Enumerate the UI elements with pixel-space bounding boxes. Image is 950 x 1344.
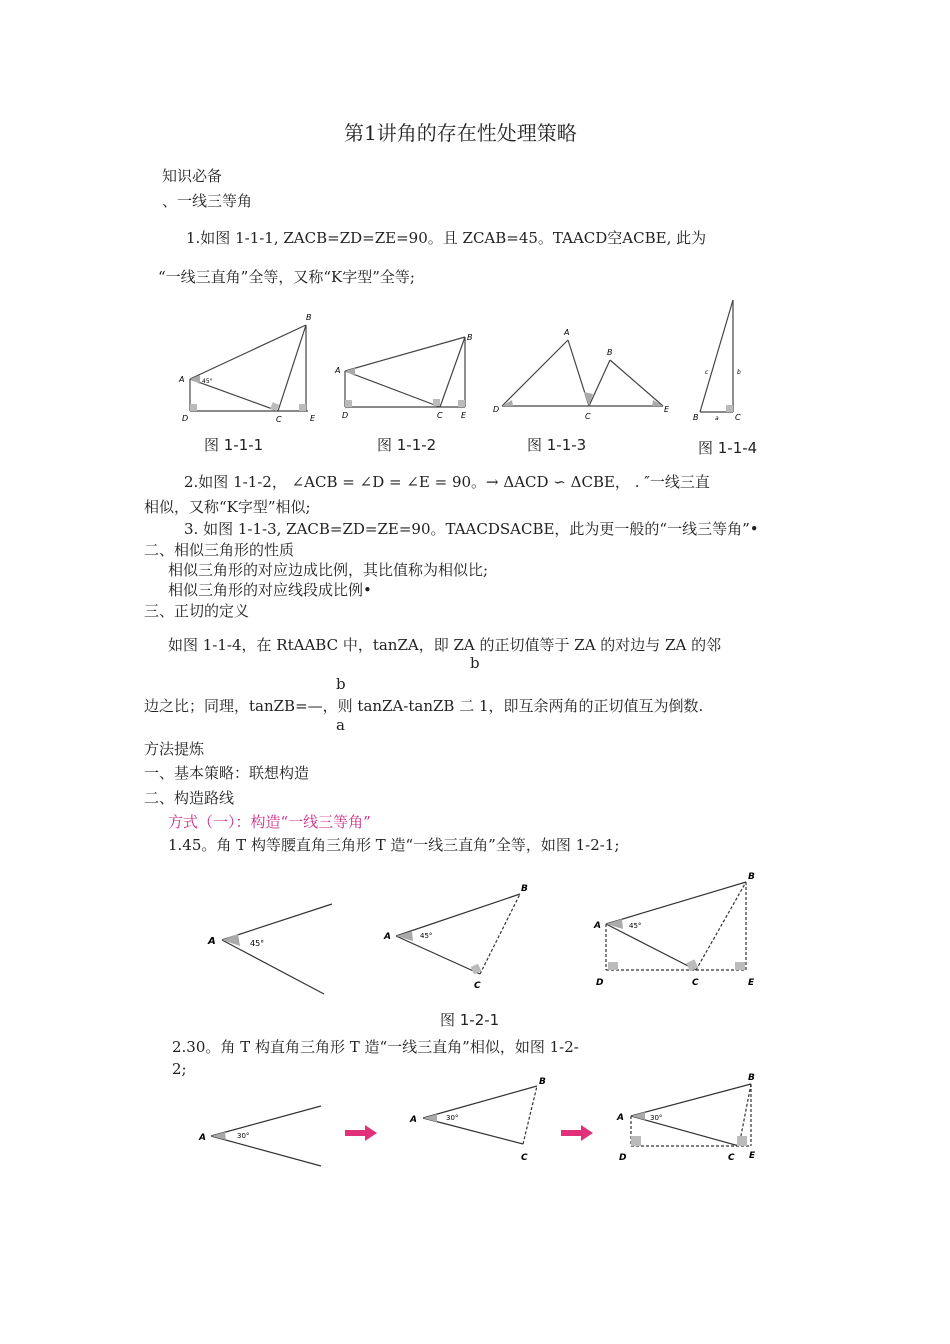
label-b: b [737, 369, 741, 376]
label-45: 45° [202, 378, 213, 385]
label-C: C [474, 981, 481, 991]
label-30: 30° [237, 1132, 250, 1140]
label-C: C [692, 978, 699, 988]
label-A: A [594, 921, 601, 931]
item-2-line-1: 2.如图 1-1-2， ∠ACB = ∠D = ∠E = 90。→ ΔACD ∽ ΔCBE， . ″一线三直 [184, 473, 710, 491]
label-C: C [521, 1153, 528, 1163]
label-E: E [748, 978, 755, 988]
section-heading-knowledge: 知识必备 [162, 167, 223, 185]
caption-fig-1-1-3: 图 1-1-3 [527, 436, 587, 454]
mode-one-item-2-line-2: 2; [172, 1060, 187, 1078]
page-title: 第1讲角的存在性处理策略 [344, 121, 577, 145]
subheading-similar-triangles: 二、相似三角形的性质 [144, 541, 295, 559]
mode-one-item-2-line-1: 2.30。角 T 构直角三角形 T 造“一线三直角”相似，如图 1-2- [172, 1038, 579, 1056]
figure-1-1-4 [684, 296, 754, 426]
caption-fig-1-1-1: 图 1-1-1 [204, 436, 264, 454]
label-B: B [539, 1077, 546, 1087]
tangent-b-numerator-1: b [470, 654, 480, 672]
label-45: 45° [629, 922, 642, 930]
label-45: 45° [250, 939, 265, 948]
mode-one-heading: 方式（一）：构造“一线三等角” [168, 813, 371, 831]
tangent-a-denominator: a [336, 716, 345, 734]
label-C: C [735, 413, 741, 422]
figure-1-2-2 [195, 1070, 770, 1170]
label-A: A [199, 1133, 206, 1143]
strategy-line: 一、基本策略：联想构造 [144, 764, 310, 782]
item-3: 3. 如图 1-1-3, ZACB=ZD=ZE=90。TAACDSACBE，此为更一般的“一线三等角”• [184, 520, 759, 538]
label-C: C [728, 1153, 735, 1163]
similar-property-1: 相似三角形的对应边成比例，其比值称为相似比; [168, 561, 489, 579]
label-c: c [705, 369, 709, 376]
label-D: D [182, 414, 189, 423]
figure-1-2-1 [200, 870, 770, 1000]
caption-fig-1-1-4: 图 1-1-4 [698, 439, 758, 457]
subheading-tangent: 三、正切的定义 [144, 602, 250, 620]
mode-one-item-1: 1.45。角 T 构等腰直角三角形 T 造“一线三直角”全等，如图 1-2-1; [168, 836, 620, 854]
section-heading-methods: 方法提炼 [144, 740, 205, 758]
label-a: a [715, 415, 719, 422]
label-A: A [617, 1113, 624, 1123]
label-E: E [310, 414, 316, 423]
item-1-line-1: 1.如图 1-1-1, ZACB=ZD=ZE=90。且 ZCAB=45。TAACD空ACBE, 此为 [186, 229, 707, 247]
label-E: E [749, 1151, 756, 1161]
figure-1-1-1 [170, 305, 330, 425]
label-45: 45° [420, 932, 433, 940]
label-C: C [276, 415, 282, 424]
label-30: 30° [446, 1114, 459, 1122]
label-A: A [335, 366, 341, 375]
item-2-line-2: 相似，又称“K字型”相似; [144, 498, 311, 516]
route-line: 二、构造路线 [144, 789, 235, 807]
figure-1-1-2 [330, 325, 480, 425]
label-B: B [693, 413, 699, 422]
label-D: D [493, 405, 500, 414]
tangent-line-1: 如图 1-1-4，在 RtAABC 中，tanZA，即 ZA 的正切值等于 ZA 的对边与 ZA 的邻 [168, 636, 722, 654]
label-B: B [521, 884, 528, 894]
label-B: B [467, 333, 473, 342]
label-A: A [208, 936, 216, 947]
label-B: B [748, 872, 755, 882]
arrow-1 [345, 1125, 377, 1141]
label-B: B [607, 348, 613, 357]
label-C: C [437, 411, 443, 420]
similar-property-2: 相似三角形的对应线段成比例• [168, 581, 372, 599]
label-E: E [664, 405, 670, 414]
caption-fig-1-1-2: 图 1-1-2 [377, 436, 437, 454]
tangent-b-numerator-2: b [336, 675, 346, 693]
caption-fig-1-2-1: 图 1-2-1 [440, 1011, 500, 1029]
label-A: A [179, 375, 185, 384]
label-A: A [410, 1115, 417, 1125]
label-D: D [596, 978, 604, 988]
label-B: B [748, 1073, 755, 1083]
item-1-line-2: “一线三直角”全等，又称“K字型”全等; [158, 268, 415, 286]
label-B: B [306, 313, 312, 322]
label-A: A [384, 932, 391, 942]
label-C: C [585, 412, 591, 421]
arrow-2 [561, 1125, 593, 1141]
subheading-one-line-three-angles: 、一线三等角 [162, 192, 253, 210]
label-D: D [342, 411, 349, 420]
label-A: A [564, 328, 570, 337]
figure-1-1-3 [488, 322, 678, 422]
label-30: 30° [650, 1114, 663, 1122]
tangent-line-2: 边之比；同理，tanZB=—，则 tanZA-tanZB 二 1，即互余两角的正切值互为倒数. [144, 697, 704, 715]
label-E: E [461, 411, 467, 420]
label-D: D [619, 1153, 627, 1163]
